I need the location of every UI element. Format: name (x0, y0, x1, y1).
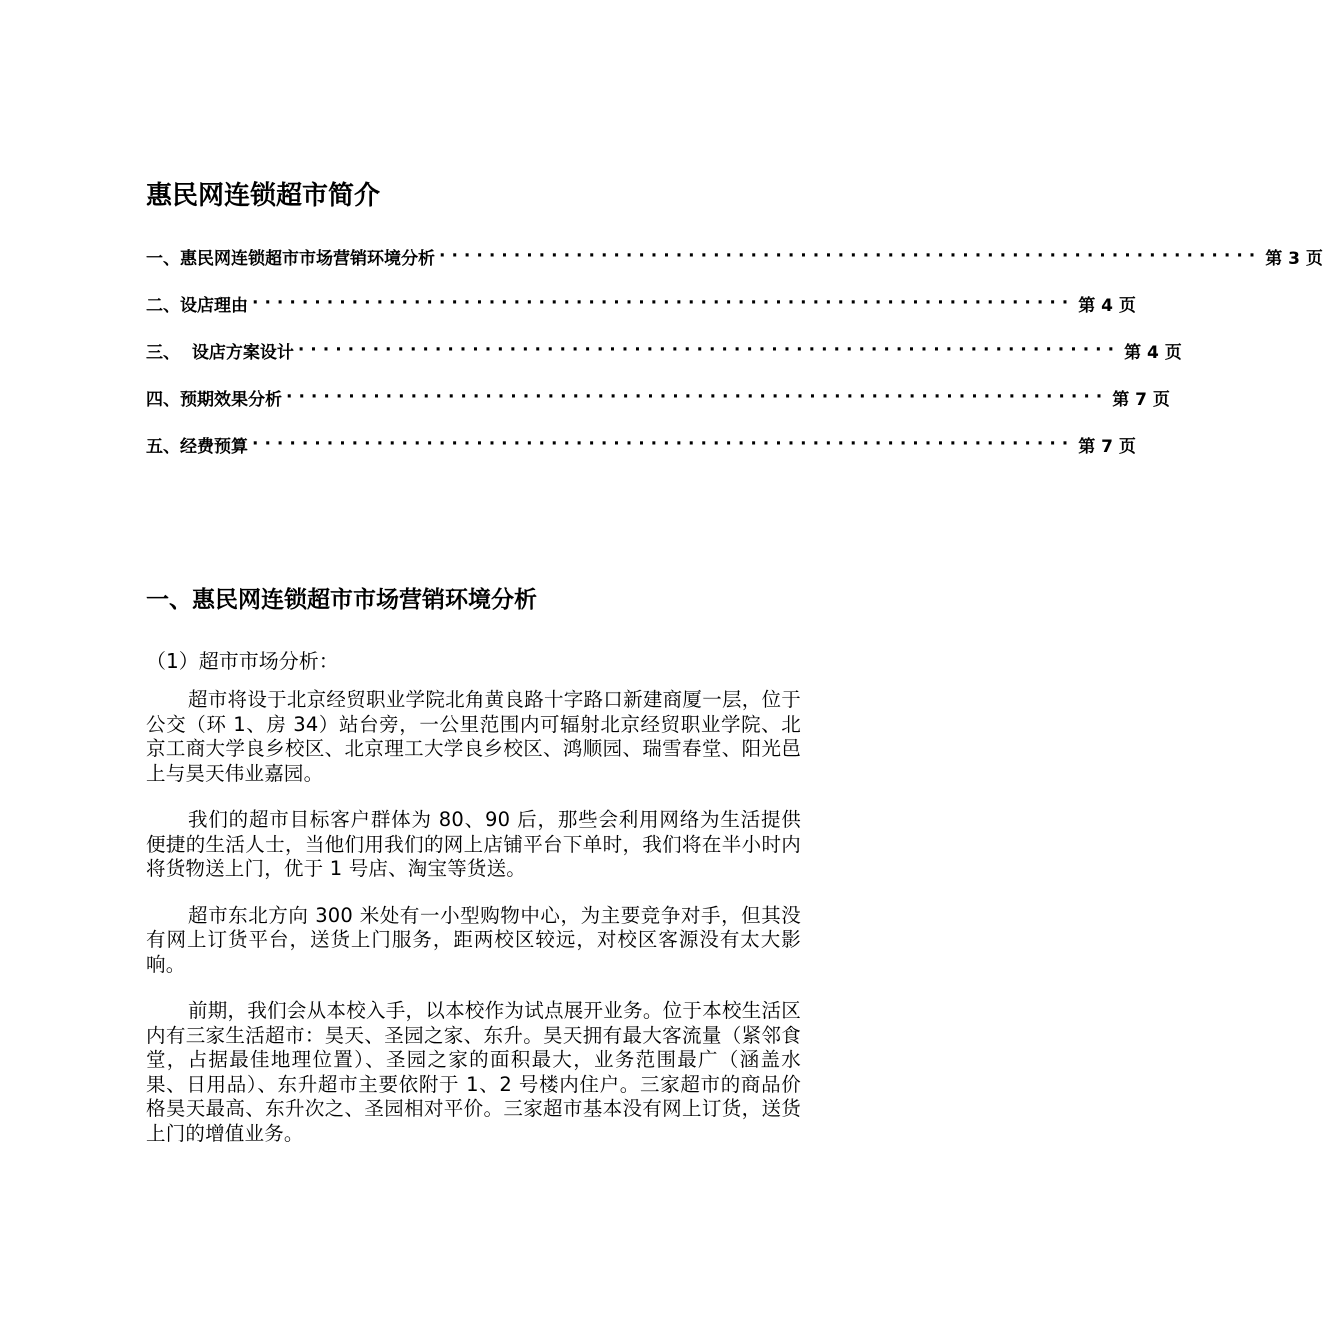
toc-dot-leader: ·································································· (286, 387, 1109, 407)
toc-entry (146, 242, 1323, 270)
subsection-heading: （1）超市市场分析： (146, 649, 339, 673)
paragraph: 超市东北方向 300 米处有一小型购物中心，为主要竞争对手，但其没有网上订货平台，送货上门服务，距两校区较远，对校区客源没有太大影响。 (146, 903, 801, 976)
toc-entry-label: 三、 设店方案设计 (146, 342, 294, 363)
toc-entry (146, 336, 1182, 364)
toc-entry-label: 四、预期效果分析 (146, 389, 282, 410)
toc-entry (146, 289, 1136, 317)
toc-entry-page: 第 4 页 (1124, 342, 1182, 363)
table-of-contents (146, 242, 1323, 477)
section-heading: 一、惠民网连锁超市市场营销环境分析 (146, 587, 537, 613)
toc-dot-leader: ·································································· (252, 293, 1075, 313)
toc-entry-page: 第 3 页 (1265, 248, 1323, 269)
toc-entry (146, 383, 1170, 411)
toc-entry-page: 第 7 页 (1078, 436, 1136, 457)
toc-entry-label: 一、惠民网连锁超市市场营销环境分析 (146, 248, 435, 269)
toc-entry-page: 第 4 页 (1078, 295, 1136, 316)
toc-entry-label: 二、设店理由 (146, 295, 248, 316)
section-body (146, 688, 801, 1168)
toc-entry (146, 430, 1136, 458)
toc-entry-page: 第 7 页 (1112, 389, 1170, 410)
toc-dot-leader: ·································································· (252, 434, 1075, 454)
toc-dot-leader: ·································································· (439, 246, 1262, 266)
toc-dot-leader: ·································································· (297, 340, 1121, 360)
paragraph: 我们的超市目标客户群体为 80、90 后，那些会利用网络为生活提供便捷的生活人士，当他们用我们的网上店铺平台下单时，我们将在半小时内将货物送上门，优于 1 号店、淘宝等货送。 (146, 808, 801, 880)
document-title: 惠民网连锁超市简介 (146, 181, 381, 211)
paragraph: 前期，我们会从本校入手，以本校作为试点展开业务。位于本校生活区内有三家生活超市：昊天、圣园之家、东升。昊天拥有最大客流量（紧邻食堂，占据最佳地理位置）、圣园之家的面积最大，业务范围最广（涵盖水果、日用品）、东升超市主要依附于 1、2 号楼内住户。三家超市的商品价格昊天最高、东升次之、圣园相对平价。三家超市基本没有网上订货，送货上门的增值业务。 (146, 999, 801, 1145)
paragraph: 超市将设于北京经贸职业学院北角黄良路十字路口新建商厦一层，位于公交（环 1、房 34）站台旁，一公里范围内可辐射北京经贸职业学院、北京工商大学良乡校区、北京理工大学良乡校区、鸿顺园、瑞雪春堂、阳光邑上与昊天伟业嘉园。 (146, 688, 801, 785)
toc-entry-label: 五、经费预算 (146, 436, 248, 457)
